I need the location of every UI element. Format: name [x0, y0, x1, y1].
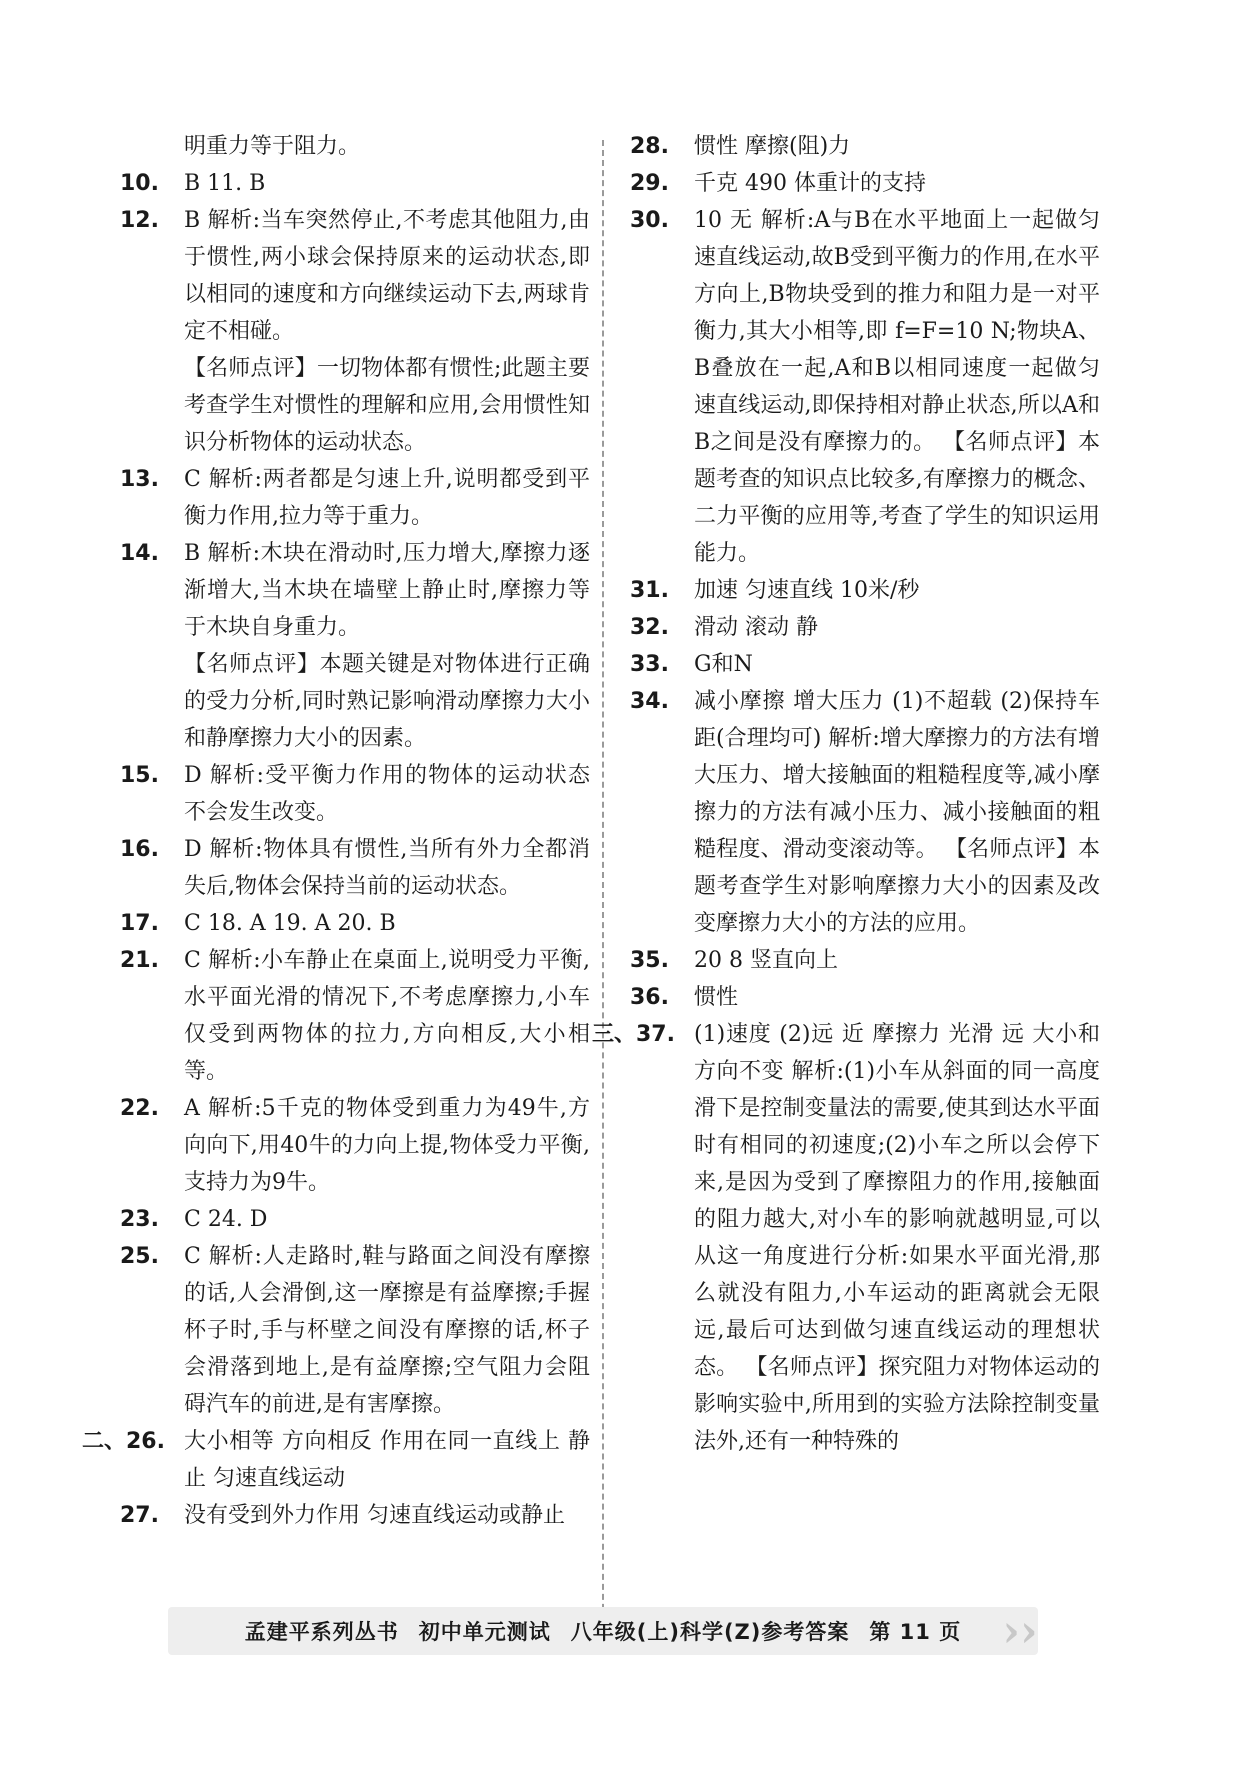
question-number: 三、37. [592, 1022, 675, 1047]
answer-text: 滑动 滚动 静 [694, 615, 818, 640]
question-number: 12. [120, 208, 159, 233]
answer-text: 惯性 摩擦(阻)力 [694, 134, 851, 159]
page-footer [168, 1607, 1038, 1655]
question-number: 35. [630, 948, 669, 973]
question-number: 34. [630, 689, 669, 714]
answer-item [630, 128, 1100, 165]
answer-item [120, 202, 590, 350]
answer-text: B 解析:木块在滑动时,压力增大,摩擦力逐渐增大,当木块在墙壁上静止时,摩擦力等于木块自身重力。 [184, 541, 590, 640]
answer-text: 20 8 竖直向上 [694, 948, 838, 973]
question-number: 30. [630, 208, 669, 233]
question-number: 16. [120, 837, 159, 862]
question-number: 32. [630, 615, 669, 640]
answer-item [630, 165, 1100, 202]
question-number: 25. [120, 1244, 159, 1269]
question-number: 15. [120, 763, 159, 788]
answer-text: C 24. D [184, 1207, 268, 1232]
answer-text: (1)速度 (2)远 近 摩擦力 光滑 远 大小和方向不变 解析:(1)小车从斜面的同一高度滑下是控制变量法的需要,使其到达水平面时有相同的初速度;(2)小车之所以会停下来,是因为受到了摩擦阻力的作用,接触面的阻力越大,对小车的影响就越明显,可以从这一角度进行分析:如果水平面光滑,那么就没有阻力,小车运动的距离就会无限远,最后可达到做匀速直线运动的理想状态。 【名师点评】探究阻力对物体运动的影响实验中,所用到的实验方法除控制变量法外,还有一种特殊的 [694, 1022, 1100, 1454]
question-number: 17. [120, 911, 159, 936]
question-number: 13. [120, 467, 159, 492]
expert-comment [120, 646, 590, 757]
question-number: 33. [630, 652, 669, 677]
question-number: 28. [630, 134, 669, 159]
answer-text: B 11. B [184, 171, 266, 196]
answer-text: 千克 490 体重计的支持 [694, 171, 926, 196]
footer-series: 孟建平系列丛书 [244, 1620, 399, 1644]
left-column [82, 128, 590, 1534]
answer-item [630, 942, 1100, 979]
answer-item [630, 202, 1100, 572]
question-number: 29. [630, 171, 669, 196]
answer-item [592, 1016, 1100, 1460]
answer-item [630, 572, 1100, 609]
answer-text: C 解析:两者都是匀速上升,说明都受到平衡力作用,拉力等于重力。 [184, 467, 590, 529]
answer-text: 大小相等 方向相反 作用在同一直线上 静止 匀速直线运动 [184, 1429, 590, 1491]
answer-item [630, 683, 1100, 942]
answer-item [120, 165, 590, 202]
answer-text: C 18. A 19. A 20. B [184, 911, 396, 936]
expert-comment [120, 350, 590, 461]
answer-text: 【名师点评】一切物体都有惯性;此题主要考查学生对惯性的理解和应用,会用惯性知识分析物体的运动状态。 [184, 356, 590, 455]
answer-item [630, 609, 1100, 646]
answer-text: A 解析:5千克的物体受到重力为49牛,方向向下,用40牛的力向上提,物体受力平衡,支持力为9牛。 [184, 1096, 590, 1195]
answer-text: G和N [694, 652, 753, 677]
answer-item [120, 1497, 590, 1534]
answer-text: 明重力等于阻力。 [184, 134, 361, 159]
question-number: 36. [630, 985, 669, 1010]
question-number: 二、26. [82, 1429, 165, 1454]
answer-item [120, 942, 590, 1090]
answer-text: C 解析:小车静止在桌面上,说明受力平衡,水平面光滑的情况下,不考虑摩擦力,小车仅受到两物体的拉力,方向相反,大小相等。 [184, 948, 590, 1084]
answer-item [120, 461, 590, 535]
question-number: 10. [120, 171, 159, 196]
answer-text: 惯性 [694, 985, 739, 1010]
answer-item [120, 128, 590, 165]
answer-text: D 解析:物体具有惯性,当所有外力全都消失后,物体会保持当前的运动状态。 [184, 837, 590, 899]
answer-text: C 解析:人走路时,鞋与路面之间没有摩擦的话,人会滑倒,这一摩擦是有益摩擦;手握杯子时,手与杯壁之间没有摩擦的话,杯子会滑落到地上,是有益摩擦;空气阻力会阻碍汽车的前进,是有害摩擦。 [184, 1244, 590, 1417]
question-number: 14. [120, 541, 159, 566]
answer-text: B 解析:当车突然停止,不考虑其他阻力,由于惯性,两小球会保持原来的运动状态,即以相同的速度和方向继续运动下去,两球肯定不相碰。 [184, 208, 590, 344]
page-number: 第 11 页 [869, 1620, 962, 1644]
answer-item [120, 1201, 590, 1238]
answer-item [120, 831, 590, 905]
answer-text: D 解析:受平衡力作用的物体的运动状态不会发生改变。 [184, 763, 590, 825]
question-number: 27. [120, 1503, 159, 1528]
column-divider [602, 140, 604, 1650]
question-number: 21. [120, 948, 159, 973]
answer-item [120, 535, 590, 646]
answer-item [120, 905, 590, 942]
answer-text: 10 无 解析:A与B在水平地面上一起做匀速直线运动,故B受到平衡力的作用,在水平方向上,B物块受到的推力和阻力是一对平衡力,其大小相等,即 f=F=10 N;物块A、B叠放在一起,A和B以相同速度一起做匀速直线运动,即保持相对静止状态,所以A和B之间是没有摩擦力的。 【名师点评】本题考查的知识点比较多,有摩擦力的概念、二力平衡的应用等,考查了学生的知识运用能力。 [694, 208, 1100, 566]
answer-text: 【名师点评】本题关键是对物体进行正确的受力分析,同时熟记影响滑动摩擦力大小和静摩擦力大小的因素。 [184, 652, 590, 751]
question-number: 23. [120, 1207, 159, 1232]
question-number: 31. [630, 578, 669, 603]
chevron-right-icon: ›› [1002, 1605, 1038, 1657]
answer-item [120, 1238, 590, 1423]
answer-item [120, 757, 590, 831]
answer-item [630, 646, 1100, 683]
answer-item [120, 1090, 590, 1201]
answer-item [630, 979, 1100, 1016]
answer-text: 没有受到外力作用 匀速直线运动或静止 [184, 1503, 565, 1528]
answer-item [82, 1423, 590, 1497]
right-column [592, 128, 1100, 1460]
answer-text: 减小摩擦 增大压力 (1)不超载 (2)保持车距(合理均可) 解析:增大摩擦力的方法有增大压力、增大接触面的粗糙程度等,减小摩擦力的方法有减小压力、减小接触面的粗糙程度、滑动变滚动等。 【名师点评】本题考查学生对影响摩擦力大小的因素及改变摩擦力大小的方法的应用。 [694, 689, 1100, 936]
question-number: 22. [120, 1096, 159, 1121]
footer-book: 初中单元测试 [418, 1620, 551, 1644]
answer-text: 加速 匀速直线 10米/秒 [694, 578, 920, 603]
footer-grade: 八年级(上)科学(Z)参考答案 [570, 1620, 850, 1644]
